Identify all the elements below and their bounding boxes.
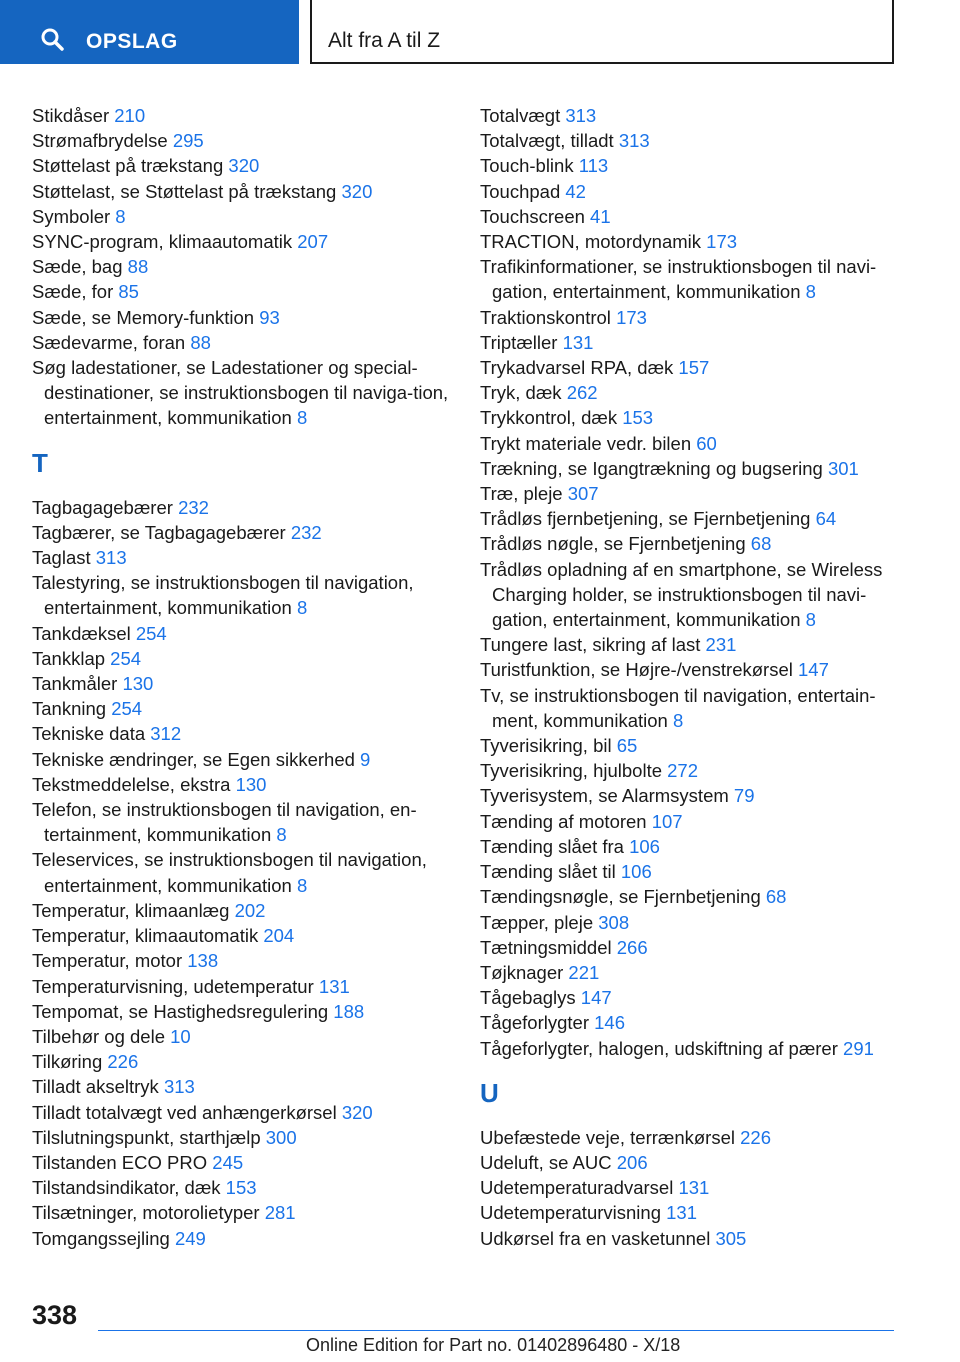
index-entry-text: Tilstandsindikator, dæk <box>32 1177 221 1199</box>
index-entry-page-link[interactable]: 146 <box>594 1012 626 1034</box>
index-entry <box>480 783 910 808</box>
index-column-right <box>480 103 910 1251</box>
index-entry-text: Temperatur, motor <box>32 950 183 972</box>
index-entry-text: Teleservices, se instruktionsbogen til navigation, entertainment, kommunikation <box>32 849 427 896</box>
index-entry <box>480 910 910 935</box>
index-entry-page-link[interactable]: 106 <box>620 861 652 883</box>
index-entry <box>32 898 452 923</box>
index-entry-page-link[interactable]: 188 <box>333 1000 365 1022</box>
index-entry-text: Triptæller <box>480 331 558 353</box>
footer-edition-text: Online Edition for Part no. 01402896480 - X/18 <box>306 1335 681 1355</box>
index-letter-heading: U <box>480 1077 499 1108</box>
index-entry-page-link[interactable]: 232 <box>178 496 209 518</box>
index-entry-text: Tempomat, se Hastighedsregulering <box>32 1000 329 1022</box>
index-entry <box>480 884 910 909</box>
index-entry-text: Tilslutningspunkt, starthjælp <box>32 1126 261 1148</box>
index-entry-page-link[interactable]: 10 <box>170 1025 191 1047</box>
index-entry-page-link[interactable]: 254 <box>111 698 143 720</box>
index-entry-page-link[interactable]: 93 <box>259 306 280 328</box>
index-entry-page-link[interactable]: 312 <box>150 723 182 745</box>
index-entry <box>480 960 910 985</box>
index-entry-text: Temperatur, klimaautomatik <box>32 925 259 947</box>
index-entry-text: Tekstmeddelelse, ekstra <box>32 773 231 795</box>
index-entry <box>32 621 452 646</box>
index-entry-text: TRACTION, motordynamik <box>480 231 702 253</box>
index-entry-text: Stikdåser <box>32 105 110 126</box>
index-entry <box>480 431 910 456</box>
index-entry <box>32 570 452 620</box>
index-entry-text: Tilkøring <box>32 1051 103 1073</box>
index-entry-page-link[interactable]: 300 <box>265 1126 297 1148</box>
index-entry-page-link[interactable]: 207 <box>297 231 329 253</box>
index-entry-page-link[interactable]: 85 <box>118 281 139 303</box>
index-entry-page-link[interactable]: 147 <box>798 659 829 681</box>
index-entry-page-link[interactable]: 130 <box>235 773 267 795</box>
index-entry-page-link[interactable]: 8 <box>115 205 126 227</box>
index-entry-text: Støttelast på trækstang <box>32 155 224 177</box>
index-entry-page-link[interactable]: 320 <box>228 155 260 177</box>
index-entry-page-link[interactable]: 272 <box>667 760 699 782</box>
index-entry-text: Tilsætninger, motorolietyper <box>32 1202 260 1224</box>
index-entry-page-link[interactable]: 313 <box>618 130 650 152</box>
index-entry-page-link[interactable]: 130 <box>122 673 154 695</box>
index-entry-text: Tågeforlygter <box>480 1012 589 1034</box>
index-entry <box>32 923 452 948</box>
index-entry <box>480 355 910 380</box>
index-entry-page-link[interactable]: 88 <box>190 331 211 353</box>
index-entry <box>32 1150 452 1175</box>
index-entry-text: Temperatur, klimaanlæg <box>32 899 230 921</box>
index-entry-page-link[interactable]: 226 <box>740 1126 772 1148</box>
section-title: Alt fra A til Z <box>328 29 441 52</box>
index-entry-page-link[interactable]: 173 <box>706 231 738 253</box>
index-entry <box>32 999 452 1024</box>
index-entry <box>32 153 452 178</box>
index-entry-page-link[interactable]: 295 <box>172 130 204 152</box>
index-entry-text: Sæde, bag <box>32 256 123 278</box>
section-header <box>310 0 894 64</box>
index-entry-page-link[interactable]: 65 <box>616 735 638 757</box>
index-entry-text: Touchscreen <box>480 205 585 227</box>
index-entry-text: Trådløs fjernbetjening, se Fjernbetjening <box>480 508 811 530</box>
index-entry-page-link[interactable]: 131 <box>318 975 350 997</box>
index-entry <box>32 772 452 797</box>
index-entry <box>32 797 452 847</box>
index-entry <box>480 481 910 506</box>
index-entry <box>32 948 452 973</box>
index-entry-text: Udeluft, se AUC <box>480 1151 612 1173</box>
page-number: 338 <box>32 1300 78 1330</box>
index-entry <box>32 179 452 204</box>
index-entry <box>480 179 910 204</box>
index-entry-text: Tæpper, pleje <box>480 911 594 933</box>
index-entry-page-link[interactable]: 131 <box>678 1177 710 1199</box>
index-entry-text: Tætningsmiddel <box>480 936 612 958</box>
index-entry-text: Tagbagagebærer <box>32 496 173 518</box>
index-entry-text: Symboler <box>32 205 111 227</box>
index-entry <box>480 683 910 733</box>
index-entry-text: Udkørsel fra en vasketunnel <box>480 1227 711 1249</box>
index-entry-page-link[interactable]: 88 <box>127 256 149 278</box>
index-entry <box>480 1125 910 1150</box>
index-entry-text: Ubefæstede veje, terrænkørsel <box>480 1126 735 1148</box>
index-entry-page-link[interactable]: 308 <box>598 911 630 933</box>
index-letter-heading: T <box>32 447 48 478</box>
index-entry-text: Tilbehør og dele <box>32 1025 165 1047</box>
search-tab-label: OPSLAG <box>86 30 178 53</box>
index-entry-page-link[interactable]: 153 <box>225 1177 257 1199</box>
index-entry-text: Totalvægt <box>480 105 561 126</box>
index-entry-page-link[interactable]: 254 <box>135 622 167 644</box>
index-entry-text: Talestyring, se instruktionsbogen til navigation, entertainment, kommunikation <box>32 572 414 619</box>
index-entry <box>32 279 452 304</box>
index-entry <box>480 128 910 153</box>
index-entry-text: Tankmåler <box>32 673 118 695</box>
index-entry <box>480 1226 910 1251</box>
footer-divider <box>98 1330 894 1331</box>
index-entry-text: Sæde, se Memory-funktion <box>32 306 255 328</box>
index-entry <box>32 103 452 128</box>
index-entry <box>480 935 910 960</box>
index-entry-page-link[interactable]: 8 <box>296 597 308 619</box>
index-entry <box>480 632 910 657</box>
index-entry-page-link[interactable]: 153 <box>622 407 654 429</box>
index-entry-text: Touchpad <box>480 180 561 202</box>
index-entry-page-link[interactable]: 313 <box>565 105 597 126</box>
index-entry-page-link[interactable]: 210 <box>114 105 146 126</box>
index-entry <box>32 747 452 772</box>
index-entry-text: Tekniske ændringer, se Egen sikkerhed <box>32 748 355 770</box>
index-entry <box>480 758 910 783</box>
index-entry-page-link[interactable]: 202 <box>234 899 266 921</box>
index-entry <box>480 330 910 355</box>
index-entry-text: Tv, se instruktionsbogen til navigation, entertain‐ment, kommunikation <box>480 684 876 731</box>
index-entry-page-link[interactable]: 8 <box>296 407 308 429</box>
index-entry-page-link[interactable]: 9 <box>360 748 371 770</box>
index-entry-text: Temperaturvisning, udetemperatur <box>32 975 314 997</box>
index-entry-page-link[interactable]: 313 <box>163 1076 195 1098</box>
index-entry-text: Turistfunktion, se Højre-/venstrekørsel <box>480 659 793 681</box>
index-entry-page-link[interactable]: 249 <box>174 1227 206 1249</box>
index-entry <box>480 531 910 556</box>
index-entry <box>32 1226 452 1251</box>
index-entry-page-link[interactable]: 320 <box>341 1101 373 1123</box>
index-entry-text: Udetemperaturvisning <box>480 1202 661 1224</box>
index-entry-page-link[interactable]: 79 <box>733 785 755 807</box>
index-entry <box>32 495 452 520</box>
index-entry-text: Tilladt totalvægt ved anhængerkørsel <box>32 1101 337 1123</box>
index-entry-page-link[interactable]: 281 <box>264 1202 296 1224</box>
index-entry-page-link[interactable]: 266 <box>616 936 648 958</box>
index-entry <box>32 1200 452 1225</box>
index-entry-page-link[interactable]: 68 <box>765 886 787 908</box>
index-entry <box>32 974 452 999</box>
index-entry <box>32 646 452 671</box>
index-entry-page-link[interactable]: 8 <box>276 824 287 846</box>
index-entry-text: Trykkontrol, dæk <box>480 407 618 429</box>
index-entry-text: Telefon, se instruktionsbogen til navigation, en‐tertainment, kommunikation <box>32 799 417 846</box>
index-entry-text: Udetemperaturadvarsel <box>480 1177 674 1199</box>
index-entry-text: Tågeforlygter, halogen, udskiftning af pærer <box>480 1037 838 1059</box>
search-tab-button[interactable] <box>0 0 299 64</box>
index-entry <box>32 128 452 153</box>
index-entry-text: Tågebaglys <box>480 987 576 1009</box>
index-entry <box>32 204 452 229</box>
index-entry-page-link[interactable]: 262 <box>566 382 598 404</box>
index-entry <box>32 1074 452 1099</box>
index-entry <box>32 305 452 330</box>
index-entry <box>480 809 910 834</box>
index-entry <box>32 1175 452 1200</box>
index-entry <box>32 355 452 431</box>
index-entry <box>32 1049 452 1074</box>
index-entry-text: Traktionskontrol <box>480 306 611 328</box>
index-entry-text: Taglast <box>32 547 91 569</box>
index-entry-page-link[interactable]: 131 <box>666 1202 697 1224</box>
index-entry-text: Tyverisikring, hjulbolte <box>480 760 662 782</box>
index-entry <box>480 733 910 758</box>
index-entry-text: Trådløs opladning af en smartphone, se Wireless Charging holder, se instruktionsbogen til navi‐gation, entertainment, kommunikation <box>480 558 883 631</box>
index-entry-page-link[interactable]: 226 <box>107 1051 139 1073</box>
index-entry <box>480 1036 910 1061</box>
index-entry-page-link[interactable]: 8 <box>805 281 816 303</box>
index-entry <box>480 405 910 430</box>
index-entry-text: Tankdæksel <box>32 622 131 644</box>
index-entry <box>32 254 452 279</box>
index-entry-text: Tænding slået til <box>480 861 616 883</box>
index-entry <box>480 1150 910 1175</box>
index-entry-page-link[interactable]: 221 <box>568 961 600 983</box>
index-entry-text: Tankning <box>32 698 107 720</box>
index-entry-page-link[interactable]: 64 <box>815 508 837 530</box>
index-column-left <box>32 103 452 1251</box>
index-entry <box>32 671 452 696</box>
index-entry-text: Tryk, dæk <box>480 382 562 404</box>
index-entry-page-link[interactable]: 307 <box>567 483 599 505</box>
index-entry-page-link[interactable]: 8 <box>672 709 684 731</box>
index-entry-text: Tilladt akseltryk <box>32 1076 159 1098</box>
index-entry <box>480 380 910 405</box>
index-entry-page-link[interactable]: 206 <box>616 1151 648 1173</box>
index-entry-text: Trykt materiale vedr. bilen <box>480 432 692 454</box>
index-entry-text: Trådløs nøgle, se Fjernbetjening <box>480 533 746 555</box>
index-entry-text: Touch-blink <box>480 155 574 177</box>
index-entry-page-link[interactable]: 8 <box>805 609 816 631</box>
index-entry-page-link[interactable]: 232 <box>290 521 322 543</box>
index-entry-page-link[interactable]: 147 <box>580 987 612 1009</box>
index-entry-text: Tekniske data <box>32 723 146 745</box>
index-entry <box>480 834 910 859</box>
index-entry-text: Tyverisikring, bil <box>480 735 612 757</box>
index-entry <box>480 1200 910 1225</box>
index-entry-page-link[interactable]: 157 <box>678 357 710 379</box>
index-entry-page-link[interactable]: 320 <box>341 180 373 202</box>
index-entry-page-link[interactable]: 107 <box>651 810 683 832</box>
index-entry-text: Tænding slået fra <box>480 835 624 857</box>
index-entry-text: Trafikinformationer, se instruktionsbogen til navi‐gation, entertainment, kommunikation <box>480 256 877 303</box>
index-entry-page-link[interactable]: 173 <box>616 306 647 328</box>
index-entry <box>480 859 910 884</box>
index-entry-page-link[interactable]: 138 <box>187 950 219 972</box>
index-entry <box>480 985 910 1010</box>
index-entry-page-link[interactable]: 231 <box>705 634 737 656</box>
index-entry <box>480 456 910 481</box>
index-entry-text: Tomgangssejling <box>32 1227 170 1249</box>
index-entry-text: Sædevarme, foran <box>32 331 186 353</box>
index-entry-text: Støttelast, se Støttelast på trækstang <box>32 180 337 202</box>
index-entry-text: Tændingsnøgle, se Fjernbetjening <box>480 886 761 908</box>
index-entry <box>480 1010 910 1035</box>
index-entry <box>480 229 910 254</box>
index-entry-page-link[interactable]: 113 <box>578 155 609 177</box>
index-entry-text: Trækning, se Igangtrækning og bugsering <box>480 457 823 479</box>
index-entry <box>480 254 910 304</box>
index-entry <box>32 330 452 355</box>
index-entry-text: Tankklap <box>32 647 106 669</box>
index-entry-page-link[interactable]: 41 <box>590 205 611 227</box>
index-entry <box>480 204 910 229</box>
index-entry-text: Strømafbrydelse <box>32 130 168 152</box>
index-entry-text: Tøjknager <box>480 961 564 983</box>
index-entry-page-link[interactable]: 106 <box>629 835 660 857</box>
index-entry-text: Totalvægt, tilladt <box>480 130 614 152</box>
index-entry-text: Tyverisystem, se Alarmsystem <box>480 785 729 807</box>
index-entry-page-link[interactable]: 204 <box>263 925 295 947</box>
index-entry <box>32 229 452 254</box>
index-entry <box>480 1175 910 1200</box>
index-entry <box>480 557 910 633</box>
index-entry-text: SYNC-program, klimaautomatik <box>32 231 293 253</box>
index-entry-page-link[interactable]: 8 <box>296 874 308 896</box>
index-entry-page-link[interactable]: 60 <box>696 432 717 454</box>
index-entry-page-link[interactable]: 313 <box>95 547 127 569</box>
index-entry <box>32 1024 452 1049</box>
index-entry <box>480 657 910 682</box>
index-entry-page-link[interactable]: 291 <box>843 1037 874 1059</box>
index-entry-text: Tilstanden ECO PRO <box>32 1151 208 1173</box>
index-entry-text: Tænding af motoren <box>480 810 647 832</box>
index-entry <box>32 520 452 545</box>
index-entry <box>480 506 910 531</box>
index-entry <box>480 305 910 330</box>
index-entry <box>32 545 452 570</box>
search-icon <box>40 27 64 51</box>
index-entry-page-link[interactable]: 42 <box>565 180 586 202</box>
index-entry-page-link[interactable]: 301 <box>827 457 859 479</box>
index-entry-text: Træ, pleje <box>480 483 563 505</box>
index-entry-page-link[interactable]: 305 <box>715 1227 747 1249</box>
index-entry-page-link[interactable]: 254 <box>110 647 142 669</box>
index-entry-text: Søg ladestationer, se Ladestationer og special‐destinationer, se instruktionsbogen til naviga‐tion, entertainment, kommunikation <box>32 357 449 429</box>
index-entry <box>32 696 452 721</box>
index-entry <box>32 1125 452 1150</box>
index-entry-page-link[interactable]: 68 <box>750 533 772 555</box>
index-entry-text: Tagbærer, se Tagbagagebærer <box>32 521 286 543</box>
index-entry-text: Sæde, for <box>32 281 114 303</box>
index-entry <box>32 1100 452 1125</box>
index-entry <box>480 103 910 128</box>
index-entry-page-link[interactable]: 245 <box>212 1151 244 1173</box>
index-entry <box>32 721 452 746</box>
index-entry-text: Trykadvarsel RPA, dæk <box>480 357 674 379</box>
index-entry <box>480 153 910 178</box>
index-entry-page-link[interactable]: 131 <box>562 331 594 353</box>
index-entry <box>32 847 452 897</box>
index-entry-text: Tungere last, sikring af last <box>480 634 701 656</box>
